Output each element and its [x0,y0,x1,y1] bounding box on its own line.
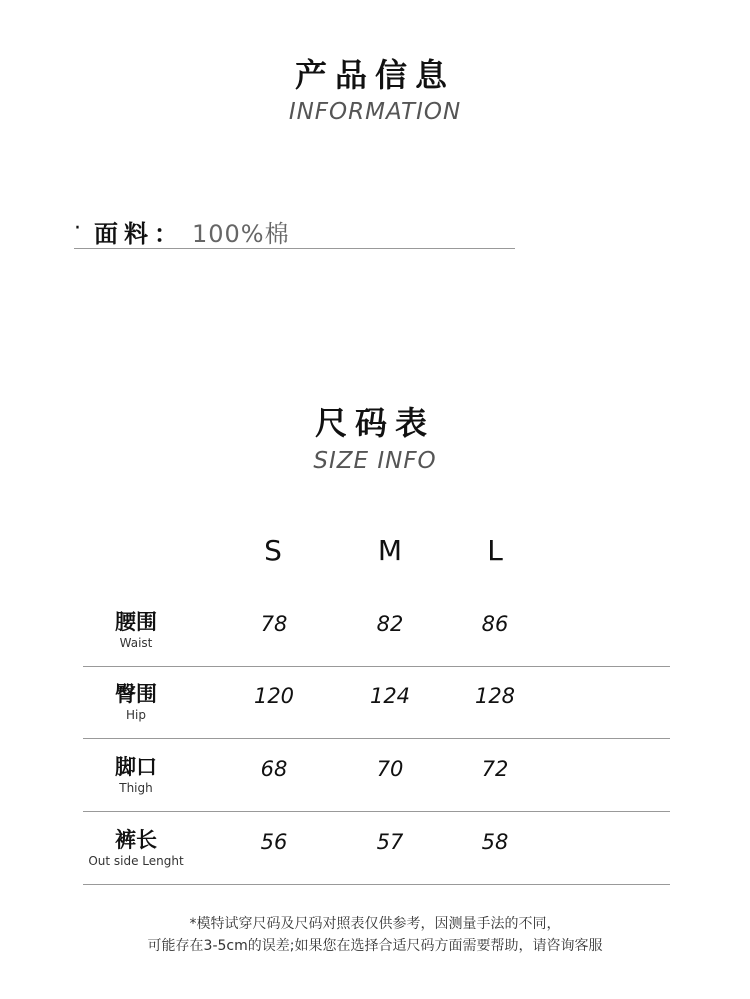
size-column-s: S [264,534,282,567]
size-value: 78 [260,612,288,636]
material-row [74,210,515,249]
row-label-en: Thigh [119,781,153,795]
bullet-point: · [74,216,81,241]
size-value: 57 [376,830,404,854]
size-row-hip [83,666,670,739]
note-line-1: *模特试穿尺码及尺码对照表仅供参考，因测量手法的不同， [189,916,561,932]
size-row-thigh [83,739,670,812]
row-label-cn: 臀围 [115,682,157,706]
size-row-waist [83,594,670,667]
size-value: 70 [376,757,404,781]
size-value: 82 [376,612,404,636]
info-title-cn: 产品信息 [294,56,455,94]
size-value: 72 [481,757,509,781]
row-label-cn: 腰围 [115,610,157,634]
size-value: 128 [474,684,516,708]
material-value: 100%棉 [192,220,290,248]
material-label: 面料： [94,220,184,248]
row-label-cn: 裤长 [115,828,157,852]
size-title-en: SIZE INFO [313,448,437,474]
size-column-l: L [487,534,503,567]
size-value: 120 [253,684,295,708]
info-title-en: INFORMATION [288,99,462,125]
row-label-en: Hip [126,708,146,722]
size-column-m: M [377,534,403,567]
size-row-length [83,812,670,885]
row-label-en: Out side Lenght [88,854,184,868]
row-label-cn: 脚口 [115,755,157,779]
size-value: 58 [481,830,509,854]
size-value: 56 [260,830,288,854]
row-label-en: Waist [119,636,153,650]
size-value: 124 [369,684,411,708]
size-title-cn: 尺码表 [314,404,435,442]
size-value: 86 [481,612,509,636]
size-value: 68 [260,757,288,781]
note-line-2: 可能存在3-5cm的误差;如果您在选择合适尺码方面需要帮助，请咨询客服 [147,938,603,954]
